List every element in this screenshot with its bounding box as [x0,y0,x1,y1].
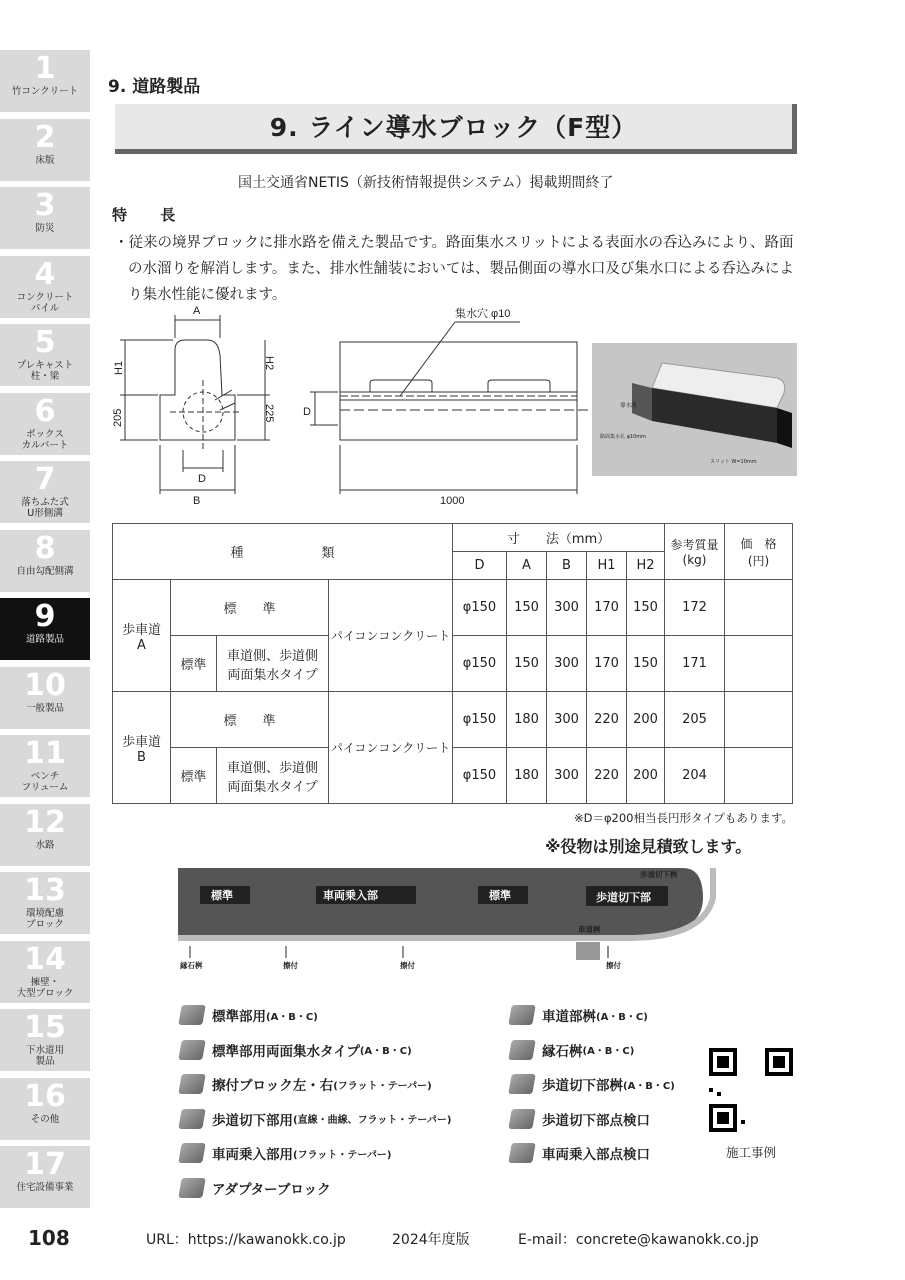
side-tab-1[interactable] [0,50,90,112]
cell-p [725,748,793,804]
netis-note: 国土交通省NETIS（新技術情報提供システム）掲載期間終了 [238,175,614,191]
side-tab-number: 7 [34,462,56,497]
dim-label-225: 225 [263,404,275,423]
photo-label-channel: 導水溝 [620,403,637,409]
side-tab-16[interactable] [0,1078,90,1140]
material: パイコンコンクリート [329,580,453,692]
dim-label-205: 205 [112,408,124,427]
part-variants: (フラット・テーパー) [333,1080,432,1092]
side-tab-number: 8 [34,530,56,566]
header-h2: H2 [627,552,665,580]
header-dim: 寸 法（mm） [453,524,665,552]
technical-drawing [100,300,590,510]
side-tab-label: 自由勾配側溝 [16,565,74,577]
cell-h2: 150 [627,636,665,692]
plan-label-curb-basin: 縁石桝 [180,961,203,970]
side-tab-number: 11 [24,736,66,771]
cell-b: 300 [547,636,587,692]
side-tab-number: 6 [34,393,56,429]
cell-a: 150 [507,636,547,692]
dim-label-h1: H1 [113,360,125,375]
part-name: 擦付ブロック左・右 [212,1078,334,1094]
dim-label-length: 1000 [440,495,465,507]
photo-label-slit: スリット W=10mm [710,459,757,465]
side-tab-12[interactable] [0,804,90,866]
row-type: 標 準 [171,580,329,636]
row-type: 標 準 [171,692,329,748]
table-row [113,580,793,636]
block-icon [508,1143,536,1163]
cell-d: φ150 [453,748,507,804]
row-subtype: 車道側、歩道側 両面集水タイプ [217,636,329,692]
cell-b: 300 [547,748,587,804]
header-weight: 参考質量 (kg) [665,524,725,580]
section-label: 9. 道路製品 [108,77,201,97]
group-name: 歩車道 A [113,580,171,692]
side-tab-number: 13 [24,873,66,908]
side-tab-7[interactable] [0,461,90,523]
row-type: 標準 [171,748,217,804]
part-item [180,1074,432,1094]
table-header-row [113,524,793,552]
part-name: 歩道切下部桝 [542,1078,623,1094]
side-tab-label: 床版 [35,154,55,166]
cell-h2: 200 [627,748,665,804]
side-tab-number: 9 [34,599,56,634]
side-tab-label: 落ちふた式 U形側溝 [21,497,69,519]
cell-b: 300 [547,692,587,748]
side-tab-number: 5 [34,325,56,360]
note-special: ※役物は別途見積致します。 [545,837,752,856]
dim-label-hole: 集水穴 φ10 [455,308,511,320]
side-tab-label: 一般製品 [25,702,64,714]
features-heading: 特 長 [112,206,190,224]
table-row [113,692,793,748]
layout-plan-diagram [178,868,718,973]
side-tab-label: その他 [30,1113,60,1125]
plan-label-cut-basin: 歩道切下桝 [640,870,678,879]
side-tab-number: 3 [34,188,56,223]
side-tab-label: 防災 [35,223,55,234]
row-subtype: 車道側、歩道側 両面集水タイプ [217,748,329,804]
cell-a: 180 [507,748,547,804]
part-item [180,1143,391,1163]
side-tab-5[interactable] [0,324,90,386]
side-tab-label: 道路製品 [25,634,64,645]
part-variants: (A・B・C) [623,1080,675,1092]
group-name: 歩車道 B [113,692,171,804]
block-icon [178,1040,206,1060]
cell-p [725,636,793,692]
block-icon [508,1040,536,1060]
product-photo [592,343,797,476]
part-name: アダプターブロック [212,1181,331,1198]
side-tab-label: 擁壁・ 大型ブロック [16,976,74,999]
part-name: 歩道切下部用 [212,1112,293,1129]
part-item [180,1109,451,1129]
cell-w: 171 [665,636,725,692]
side-tab-9[interactable] [0,598,90,660]
part-variants: (フラット・テーパー) [293,1149,392,1161]
side-tab-number: 1 [34,51,56,86]
header-a: A [507,552,547,580]
side-tab-15[interactable] [0,1009,90,1071]
side-tab-number: 4 [34,256,56,292]
plan-label-sidewalk-cut: 歩道切下部 [596,891,651,904]
part-variants: (A・B・C) [582,1046,635,1057]
side-tab-number: 12 [24,804,66,840]
part-name: 車道部桝 [542,1009,596,1025]
part-name: 標準部用 [212,1009,266,1025]
plan-label-transition-1: 擦付 [283,961,298,970]
side-tab-11[interactable] [0,735,90,797]
side-tab-label: 環境配慮 ブロック [25,908,64,930]
photo-label-hole: 路面集水孔 φ10mm [600,434,646,440]
cell-d: φ150 [453,692,507,748]
parts-list [180,1005,800,1205]
dim-label-b: B [193,495,201,507]
note-d200: ※D＝φ200相当長円形タイプもあります。 [573,811,793,825]
cell-p [725,580,793,636]
row-type: 標準 [171,636,217,692]
table-row [113,748,793,804]
cell-w: 205 [665,692,725,748]
page-number: 108 [28,1226,70,1250]
plan-label-transition-3: 擦付 [606,961,621,970]
block-icon [508,1109,536,1129]
block-icon [508,1005,536,1025]
part-item [510,1005,648,1025]
qr-code [709,1048,793,1132]
block-icon [508,1074,536,1094]
cell-h1: 220 [587,692,627,748]
side-tab-10[interactable] [0,667,90,729]
qr-caption: 施工事例 [725,1145,776,1160]
part-variants: (直線・曲線、フラット・テーパー) [293,1115,452,1126]
cell-h2: 200 [627,692,665,748]
part-item [180,1040,412,1060]
features-text: ・従来の境界ブロックに排水路を備えた製品です。路面集水スリットによる表面水の呑込みにより、路面の水溜りを解消します。また、排水性舗装においては、製品側面の導水口及び集水口による呑込みにより集水性能に優れます。 [114,235,794,303]
part-item [510,1143,650,1163]
part-item [510,1074,675,1094]
table-row [113,636,793,692]
plan-label-standard-1: 標準 [211,889,233,902]
side-tab-number: 10 [24,667,66,703]
cell-h1: 170 [587,636,627,692]
spec-table [112,523,793,804]
dim-label-a: A [193,305,201,317]
header-d: D [453,552,507,580]
part-variants: (A・B・C) [266,1011,318,1023]
header-h1: H1 [587,552,627,580]
side-tab-label: ベンチ フリューム [21,771,69,793]
cell-w: 204 [665,748,725,804]
cell-h1: 220 [587,748,627,804]
part-name: 縁石桝 [542,1043,583,1060]
footer-year: 2024年度版 [392,1232,470,1248]
side-tab-label: 竹コンクリート [11,86,79,97]
cell-a: 150 [507,580,547,636]
plan-label-vehicle: 車両乗入部 [323,889,378,902]
side-tab-number: 17 [24,1147,66,1182]
cell-h1: 170 [587,580,627,636]
cell-d: φ150 [453,580,507,636]
side-tab-6[interactable] [0,393,90,455]
side-tab-label: プレキャスト 柱・梁 [16,360,74,382]
page-title: 9. ライン導水ブロック（F型） [269,113,638,142]
side-tab-label: 水路 [35,839,55,851]
cell-b: 300 [547,580,587,636]
cell-h2: 150 [627,580,665,636]
title-bar [115,104,797,154]
part-name: 車両乗入部用 [212,1147,293,1163]
side-tab-number: 14 [24,941,66,977]
cell-a: 180 [507,692,547,748]
part-item [510,1109,650,1129]
side-tab-label: コンクリート パイル [16,291,74,314]
side-tab-8[interactable] [0,530,90,592]
side-tab-13[interactable] [0,872,90,934]
cell-w: 172 [665,580,725,636]
plan-label-standard-2: 標準 [489,889,511,902]
footer-email[interactable]: E-mail：concrete@kawanokk.co.jp [518,1232,759,1248]
part-name: 車両乗入部点検口 [542,1147,650,1163]
material: パイコンコンクリート [329,692,453,804]
block-icon [178,1005,206,1025]
header-b: B [547,552,587,580]
header-kind: 種 類 [113,524,453,580]
plan-label-road-basin: 車道桝 [578,925,601,934]
dim-label-h2: H2 [263,356,275,371]
features-text-wrap [114,230,798,308]
side-tab-14[interactable] [0,941,90,1003]
cell-p [725,692,793,748]
side-tab-number: 15 [24,1010,66,1045]
part-variants: (A・B・C) [359,1046,412,1057]
part-name: 標準部用両面集水タイプ [212,1043,360,1060]
side-tab-number: 2 [34,119,56,155]
dim-label-d: D [198,473,206,485]
side-tab-2[interactable] [0,119,90,181]
part-name: 歩道切下部点検口 [542,1112,650,1129]
cell-d: φ150 [453,636,507,692]
side-tab-label: ボックス カルバート [21,428,69,451]
part-item [180,1005,318,1025]
block-icon [178,1109,206,1129]
side-tab-label: 住宅設備事業 [16,1182,74,1193]
dim-label-d-side: D [303,406,311,418]
header-price: 価 格 (円) [725,524,793,580]
side-tab-number: 16 [24,1078,66,1114]
part-variants: (A・B・C) [596,1011,648,1023]
footer-url[interactable]: URL：https://kawanokk.co.jp [146,1232,346,1248]
block-icon [178,1178,206,1198]
part-item [510,1040,634,1060]
part-item [180,1178,331,1198]
side-tab-17[interactable] [0,1146,90,1208]
block-icon [178,1143,206,1163]
block-icon [178,1074,206,1094]
side-tab-label: 下水道用 製品 [25,1045,64,1067]
side-tab-3[interactable] [0,187,90,249]
side-tab-4[interactable] [0,256,90,318]
plan-label-transition-2: 擦付 [400,961,415,970]
